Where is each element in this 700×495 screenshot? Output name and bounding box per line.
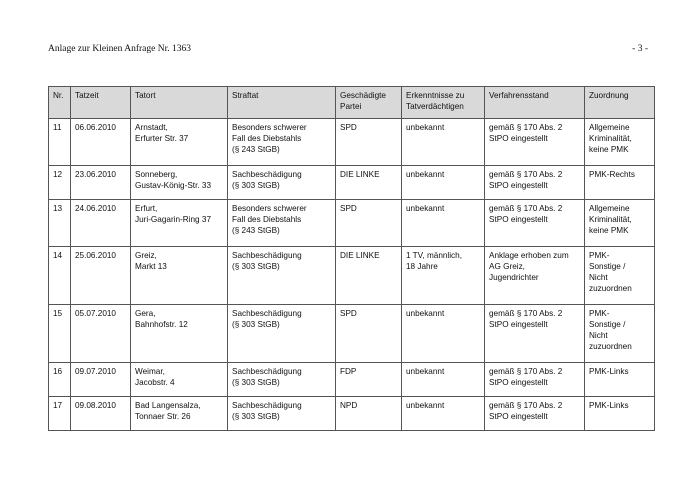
column-header-straftat: Straftat bbox=[228, 87, 336, 119]
column-header-zuordnung: Zuordnung bbox=[585, 87, 655, 119]
header-row bbox=[49, 87, 655, 119]
cell-straftat: Sachbeschädigung (§ 303 StGB) bbox=[228, 305, 336, 363]
cell-tatort: Gera, Bahnhofstr. 12 bbox=[131, 305, 228, 363]
cell-erkenntnisse: unbekannt bbox=[402, 363, 485, 397]
cell-verfahrensstand: gemäß § 170 Abs. 2 StPO eingestellt bbox=[485, 305, 585, 363]
cell-verfahrensstand: gemäß § 170 Abs. 2 StPO eingestellt bbox=[485, 166, 585, 200]
cell-erkenntnisse: 1 TV, männlich, 18 Jahre bbox=[402, 247, 485, 305]
column-header-verfahrensstand: Verfahrensstand bbox=[485, 87, 585, 119]
cell-partei: FDP bbox=[336, 363, 402, 397]
cell-zuordnung: Allgemeine Kriminalität, keine PMK bbox=[585, 119, 655, 166]
cell-erkenntnisse: unbekannt bbox=[402, 166, 485, 200]
table-row bbox=[49, 363, 655, 397]
table-row bbox=[49, 166, 655, 200]
cell-verfahrensstand: Anklage erhoben zum AG Greiz, Jugendrichter bbox=[485, 247, 585, 305]
cell-zuordnung: PMK-Links bbox=[585, 363, 655, 397]
column-header-nr: Nr. bbox=[49, 87, 71, 119]
cell-nr: 14 bbox=[49, 247, 71, 305]
cell-tatort: Bad Langensalza, Tonnaer Str. 26 bbox=[131, 397, 228, 431]
cell-nr: 16 bbox=[49, 363, 71, 397]
cell-zuordnung: Allgemeine Kriminalität, keine PMK bbox=[585, 200, 655, 247]
cell-verfahrensstand: gemäß § 170 Abs. 2 StPO eingestellt bbox=[485, 200, 585, 247]
table-row bbox=[49, 119, 655, 166]
table-row bbox=[49, 247, 655, 305]
cell-straftat: Sachbeschädigung (§ 303 StGB) bbox=[228, 247, 336, 305]
cell-tatort: Sonneberg, Gustav-König-Str. 33 bbox=[131, 166, 228, 200]
cell-straftat: Besonders schwerer Fall des Diebstahls (§ 243 StGB) bbox=[228, 200, 336, 247]
column-header-erkenntnisse: Erkenntnisse zu Tatverdächtigen bbox=[402, 87, 485, 119]
cell-verfahrensstand: gemäß § 170 Abs. 2 StPO eingestellt bbox=[485, 119, 585, 166]
table-row bbox=[49, 397, 655, 431]
cell-straftat: Sachbeschädigung (§ 303 StGB) bbox=[228, 363, 336, 397]
cell-tatort: Weimar, Jacobstr. 4 bbox=[131, 363, 228, 397]
cell-tatzeit: 09.07.2010 bbox=[71, 363, 131, 397]
cell-nr: 11 bbox=[49, 119, 71, 166]
cell-tatzeit: 23.06.2010 bbox=[71, 166, 131, 200]
cell-partei: SPD bbox=[336, 305, 402, 363]
cell-zuordnung: PMK-Links bbox=[585, 397, 655, 431]
cell-erkenntnisse: unbekannt bbox=[402, 200, 485, 247]
table-header bbox=[49, 87, 655, 119]
table-row bbox=[49, 305, 655, 363]
cell-tatzeit: 05.07.2010 bbox=[71, 305, 131, 363]
cell-zuordnung: PMK-Rechts bbox=[585, 166, 655, 200]
column-header-partei: Geschädigte Partei bbox=[336, 87, 402, 119]
cell-tatzeit: 24.06.2010 bbox=[71, 200, 131, 247]
cell-erkenntnisse: unbekannt bbox=[402, 397, 485, 431]
cell-partei: SPD bbox=[336, 200, 402, 247]
cell-nr: 15 bbox=[49, 305, 71, 363]
column-header-tatort: Tatort bbox=[131, 87, 228, 119]
cell-partei: DIE LINKE bbox=[336, 247, 402, 305]
table-row bbox=[49, 200, 655, 247]
cell-verfahrensstand: gemäß § 170 Abs. 2 StPO eingestellt bbox=[485, 363, 585, 397]
cell-partei: NPD bbox=[336, 397, 402, 431]
column-header-tatzeit: Tatzeit bbox=[71, 87, 131, 119]
cell-tatort: Arnstadt, Erfurter Str. 37 bbox=[131, 119, 228, 166]
page-number: - 3 - bbox=[632, 44, 648, 54]
cell-tatzeit: 06.06.2010 bbox=[71, 119, 131, 166]
cell-verfahrensstand: gemäß § 170 Abs. 2 StPO eingestellt bbox=[485, 397, 585, 431]
cell-straftat: Besonders schwerer Fall des Diebstahls (§ 243 StGB) bbox=[228, 119, 336, 166]
cell-partei: SPD bbox=[336, 119, 402, 166]
cell-straftat: Sachbeschädigung (§ 303 StGB) bbox=[228, 397, 336, 431]
cell-partei: DIE LINKE bbox=[336, 166, 402, 200]
cell-tatort: Greiz, Markt 13 bbox=[131, 247, 228, 305]
cell-zuordnung: PMK- Sonstige / Nicht zuzuordnen bbox=[585, 247, 655, 305]
cell-straftat: Sachbeschädigung (§ 303 StGB) bbox=[228, 166, 336, 200]
cell-erkenntnisse: unbekannt bbox=[402, 305, 485, 363]
cell-nr: 13 bbox=[49, 200, 71, 247]
cell-nr: 17 bbox=[49, 397, 71, 431]
table-body bbox=[49, 119, 655, 431]
incident-table bbox=[48, 86, 655, 431]
cell-tatort: Erfurt, Juri-Gagarin-Ring 37 bbox=[131, 200, 228, 247]
document-header-title: Anlage zur Kleinen Anfrage Nr. 1363 bbox=[48, 44, 191, 54]
cell-tatzeit: 25.06.2010 bbox=[71, 247, 131, 305]
cell-nr: 12 bbox=[49, 166, 71, 200]
cell-zuordnung: PMK- Sonstige / Nicht zuzuordnen bbox=[585, 305, 655, 363]
cell-tatzeit: 09.08.2010 bbox=[71, 397, 131, 431]
cell-erkenntnisse: unbekannt bbox=[402, 119, 485, 166]
